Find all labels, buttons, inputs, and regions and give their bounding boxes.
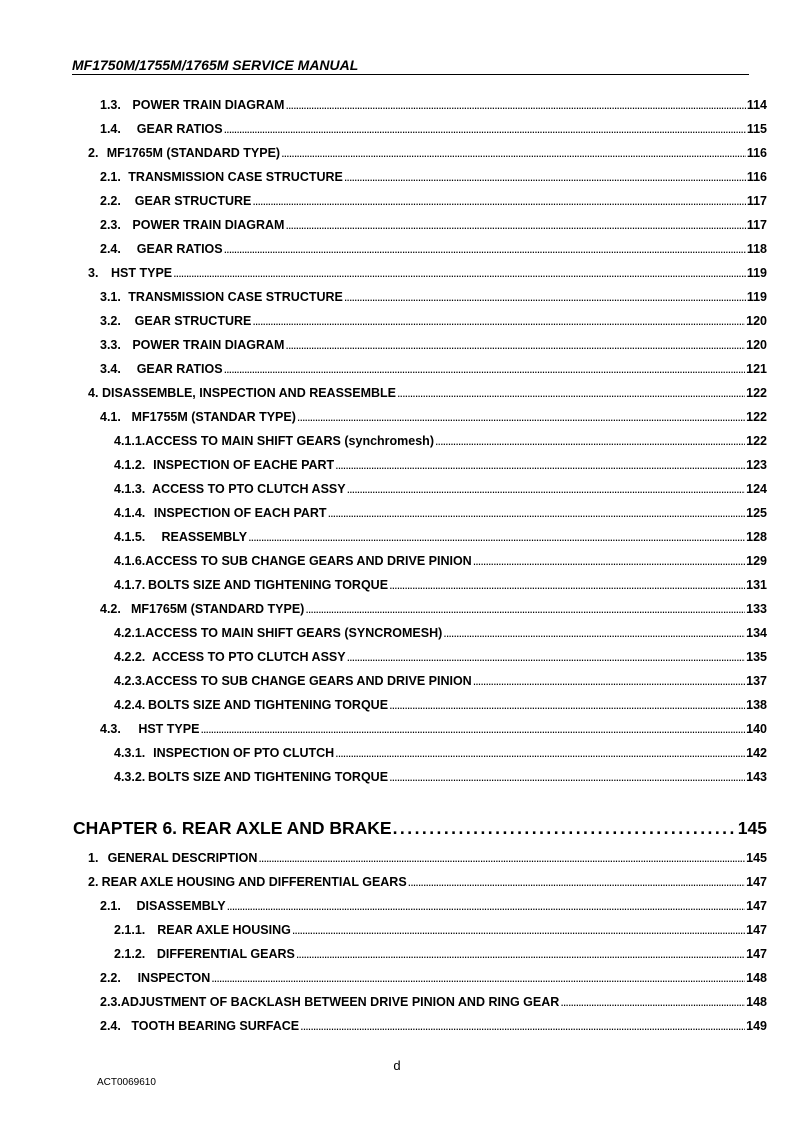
dot-leader [347, 482, 746, 496]
toc-entry [100, 899, 767, 913]
toc-entry-title: REAR AXLE HOUSING [157, 923, 291, 937]
toc-entry [100, 194, 767, 208]
toc-entry [114, 947, 767, 961]
chapter-heading [73, 818, 767, 839]
toc-entry-number: 2. [88, 875, 99, 889]
toc-entry-page: 118 [746, 242, 767, 256]
toc-entry-number: 4.2.4. [114, 698, 146, 712]
toc-entry-title: HST TYPE [138, 722, 200, 736]
toc-entry-page: 138 [746, 698, 767, 712]
toc-entry-number: 4.2. [100, 602, 121, 616]
dot-leader [300, 1019, 745, 1033]
toc-entry [100, 98, 767, 112]
toc-entry-page: 122 [746, 434, 767, 448]
toc-entry-page: 133 [746, 602, 767, 616]
toc-entry-title: ADJUSTMENT OF BACKLASH BETWEEN DRIVE PINION AND RING GEAR [120, 995, 560, 1009]
toc-entry [100, 218, 767, 232]
toc-entry-title: DIFFERENTIAL GEARS [156, 947, 295, 961]
toc-entry [114, 530, 767, 544]
dot-leader [285, 218, 745, 232]
toc-entry [114, 578, 767, 592]
dot-leader [297, 410, 745, 424]
dot-leader [285, 338, 745, 352]
toc-entry [100, 1019, 767, 1033]
toc-entry-page: 117 [746, 218, 767, 232]
toc-entry-page: 148 [746, 995, 767, 1009]
dot-leader [335, 458, 745, 472]
toc-entry-page: 135 [746, 650, 767, 664]
toc-entry-number: 4.2.3. [114, 674, 146, 688]
toc-entry-page: 119 [746, 266, 767, 280]
page-letter: d [393, 1058, 401, 1073]
dot-leader [224, 362, 746, 376]
toc-entry [100, 362, 767, 376]
toc-entry-title: BOLTS SIZE AND TIGHTENING TORQUE [148, 770, 389, 784]
toc-entry-page: 147 [746, 875, 767, 889]
toc-entry-number: 4.1.6. [114, 554, 146, 568]
toc-entry-number: 2.2. [100, 971, 121, 985]
toc-entry-number: 2.4. [100, 242, 121, 256]
toc-entry-page: 116 [746, 146, 767, 160]
dot-leader [335, 746, 745, 760]
dot-leader [397, 386, 745, 400]
toc-entry-number: 4.1.7. [114, 578, 146, 592]
toc-entry [88, 875, 767, 889]
toc-entry-number: 3.3. [100, 338, 121, 352]
toc-entry [114, 698, 767, 712]
toc-entry-page: 147 [746, 923, 767, 937]
toc-entry-number: 4.1. [100, 410, 121, 424]
toc-entry [114, 458, 767, 472]
toc-entry-number: 4.1.2. [114, 458, 146, 472]
toc-entry [100, 314, 767, 328]
toc-entry [88, 266, 767, 280]
dot-leader [285, 98, 745, 112]
toc-entry-title: ACCESS TO MAIN SHIFT GEARS (synchromesh) [145, 434, 434, 448]
toc-entry [88, 851, 767, 865]
toc-entry-title: GEAR RATIOS [136, 122, 223, 136]
toc-entry-page: 145 [737, 818, 767, 838]
dot-leader [252, 314, 745, 328]
toc-entry-page: 117 [746, 194, 767, 208]
dot-leader [227, 899, 746, 913]
dot-leader [305, 602, 745, 616]
toc-entry-number: 2.3. [100, 218, 121, 232]
toc-entry [100, 722, 767, 736]
document-code: ACT0069610 [97, 1077, 156, 1088]
toc-entry-page: 114 [746, 98, 767, 112]
toc-entry-number: 2.3. [100, 995, 121, 1009]
toc-entry-number: 2.1.2. [114, 947, 146, 961]
toc-entry-title: CHAPTER 6. REAR AXLE AND BRAKE [73, 818, 392, 838]
toc-entry-title: TOOTH BEARING SURFACE [131, 1019, 300, 1033]
toc-entry-title: MF1765M (STANDARD TYPE) [130, 602, 305, 616]
toc-entry-number: 4.3.1. [114, 746, 146, 760]
toc-entry-number: 3.2. [100, 314, 121, 328]
toc-entry-number: 4.1.4. [114, 506, 146, 520]
dot-leader [248, 530, 745, 544]
toc-entry-title: MF1755M (STANDAR TYPE) [131, 410, 296, 424]
toc-entry-title: HST TYPE [111, 266, 173, 280]
dot-leader [211, 971, 745, 985]
toc-entry [114, 554, 767, 568]
toc-entry-number: 3. [88, 266, 99, 280]
dot-leader [344, 290, 746, 304]
toc-entry-title: REAR AXLE HOUSING AND DIFFERENTIAL GEARS [101, 875, 407, 889]
toc-entry-title: MF1765M (STANDARD TYPE) [106, 146, 281, 160]
dot-leader [292, 923, 745, 937]
toc-entry-number: 1. [88, 851, 99, 865]
toc-entry-number: 4.1.5. [114, 530, 146, 544]
toc-entry-page: 116 [746, 170, 767, 184]
toc-entry-page: 134 [746, 626, 767, 640]
dot-leader [224, 122, 746, 136]
toc-entry-page: 143 [746, 770, 767, 784]
toc-entry [114, 746, 767, 760]
toc-entry-page: 147 [746, 947, 767, 961]
dot-leader [224, 242, 746, 256]
dot-leader [252, 194, 745, 208]
toc-entry-page: 124 [746, 482, 767, 496]
toc-entry [100, 170, 767, 184]
toc-entry [114, 770, 767, 784]
toc-entry [100, 338, 767, 352]
toc-entry-title: POWER TRAIN DIAGRAM [132, 218, 285, 232]
toc-entry-title: GEAR STRUCTURE [134, 194, 252, 208]
toc-entry-title: ACCESS TO SUB CHANGE GEARS AND DRIVE PINION [145, 554, 472, 568]
toc-entry-page: 137 [746, 674, 767, 688]
toc-entry-page: 129 [746, 554, 767, 568]
toc-entry-title: TRANSMISSION CASE STRUCTURE [128, 290, 343, 304]
toc-entry [100, 122, 767, 136]
toc-entry-title: REASSEMBLY [161, 530, 248, 544]
toc-entry-title: INSPECTION OF PTO CLUTCH [153, 746, 335, 760]
toc-entry-page: 125 [746, 506, 767, 520]
toc-entry-number: 1.4. [100, 122, 121, 136]
dot-leader [389, 698, 745, 712]
toc-entry [88, 146, 767, 160]
toc-entry-title: ACCESS TO PTO CLUTCH ASSY [152, 482, 346, 496]
toc-entry-title: INSPECTION OF EACH PART [153, 506, 327, 520]
toc-entry-title: POWER TRAIN DIAGRAM [132, 338, 285, 352]
toc-entry-title: INSPECTION OF EACHE PART [153, 458, 335, 472]
toc-entry-number: 4.2.1. [114, 626, 146, 640]
toc-entry-number: 2. [88, 146, 99, 160]
toc-entry-page: 120 [746, 314, 767, 328]
toc-entry-title: TRANSMISSION CASE STRUCTURE [128, 170, 343, 184]
dot-leader [281, 146, 746, 160]
dot-leader [435, 434, 745, 448]
dot-leader [347, 650, 746, 664]
toc-entry-page: 120 [746, 338, 767, 352]
toc-entry [88, 386, 767, 400]
toc-entry-page: 147 [746, 899, 767, 913]
toc-entry-page: 142 [746, 746, 767, 760]
toc-entry-title: GEAR RATIOS [136, 242, 223, 256]
toc-entry-page: 140 [746, 722, 767, 736]
toc-entry-page: 149 [746, 1019, 767, 1033]
toc-entry [114, 650, 767, 664]
toc-entry-title: DISASSEMBLE, INSPECTION AND REASSEMBLE [102, 386, 397, 400]
toc-entry-number: 4.1.3. [114, 482, 146, 496]
toc-entry-number: 2.1. [100, 170, 121, 184]
toc-entry-title: ACCESS TO MAIN SHIFT GEARS (SYNCROMESH) [145, 626, 443, 640]
dot-leader [473, 674, 745, 688]
dot-leader [344, 170, 746, 184]
toc-entry-title: BOLTS SIZE AND TIGHTENING TORQUE [148, 578, 389, 592]
toc-entry-title: GEAR STRUCTURE [134, 314, 252, 328]
dot-leader [258, 851, 745, 865]
toc-entry-number: 2.4. [100, 1019, 121, 1033]
toc-entry-title: ACCESS TO PTO CLUTCH ASSY [152, 650, 346, 664]
toc-entry [114, 923, 767, 937]
toc-entry [100, 971, 767, 985]
toc-entry-page: 145 [746, 851, 767, 865]
toc-entry-page: 122 [746, 410, 767, 424]
toc-entry-number: 3.1. [100, 290, 121, 304]
toc-entry-page: 121 [746, 362, 767, 376]
document-header: MF1750M/1755M/1765M SERVICE MANUAL [72, 57, 749, 75]
toc-entry [100, 242, 767, 256]
toc-entry [100, 290, 767, 304]
toc-entry [114, 434, 767, 448]
dot-leader [173, 266, 746, 280]
dot-leader [408, 875, 745, 889]
toc-entry-page: 119 [746, 290, 767, 304]
dot-leader [389, 770, 745, 784]
toc-entry-number: 4.3. [100, 722, 121, 736]
toc-entry-page: 128 [746, 530, 767, 544]
dot-leader [200, 722, 745, 736]
toc-entry-number: 4.2.2. [114, 650, 146, 664]
toc-entry [114, 626, 767, 640]
toc-entry-title: POWER TRAIN DIAGRAM [132, 98, 285, 112]
dot-leader [389, 578, 745, 592]
toc-entry [100, 410, 767, 424]
toc-entry-title: INSPECTON [137, 971, 211, 985]
dot-leader [443, 626, 745, 640]
toc-entry-title: BOLTS SIZE AND TIGHTENING TORQUE [148, 698, 389, 712]
toc-entry-number: 2.1. [100, 899, 121, 913]
toc-entry-page: 148 [746, 971, 767, 985]
dot-leader [328, 506, 746, 520]
toc-entry-page: 131 [746, 578, 767, 592]
toc-entry [100, 602, 767, 616]
toc-entry-number: 2.1.1. [114, 923, 146, 937]
dot-leader [393, 818, 737, 839]
toc-entry-title: DISASSEMBLY [136, 899, 226, 913]
toc-entry [114, 482, 767, 496]
dot-leader [473, 554, 745, 568]
toc-entry-number: 3.4. [100, 362, 121, 376]
toc-entry-number: 4.1.1. [114, 434, 146, 448]
toc-entry-title: ACCESS TO SUB CHANGE GEARS AND DRIVE PINION [145, 674, 472, 688]
dot-leader [296, 947, 745, 961]
toc-entry [114, 506, 767, 520]
toc-entry-page: 122 [746, 386, 767, 400]
toc-entry-page: 115 [746, 122, 767, 136]
toc-entry-number: 2.2. [100, 194, 121, 208]
toc-entry-number: 4.3.2. [114, 770, 146, 784]
toc-entry [114, 674, 767, 688]
toc-entry-title: GEAR RATIOS [136, 362, 223, 376]
toc-entry-number: 4. [88, 386, 99, 400]
toc-entry-page: 123 [746, 458, 767, 472]
toc-entry-number: 1.3. [100, 98, 121, 112]
dot-leader [560, 995, 745, 1009]
toc-entry [100, 995, 767, 1009]
toc-entry-title: GENERAL DESCRIPTION [107, 851, 258, 865]
